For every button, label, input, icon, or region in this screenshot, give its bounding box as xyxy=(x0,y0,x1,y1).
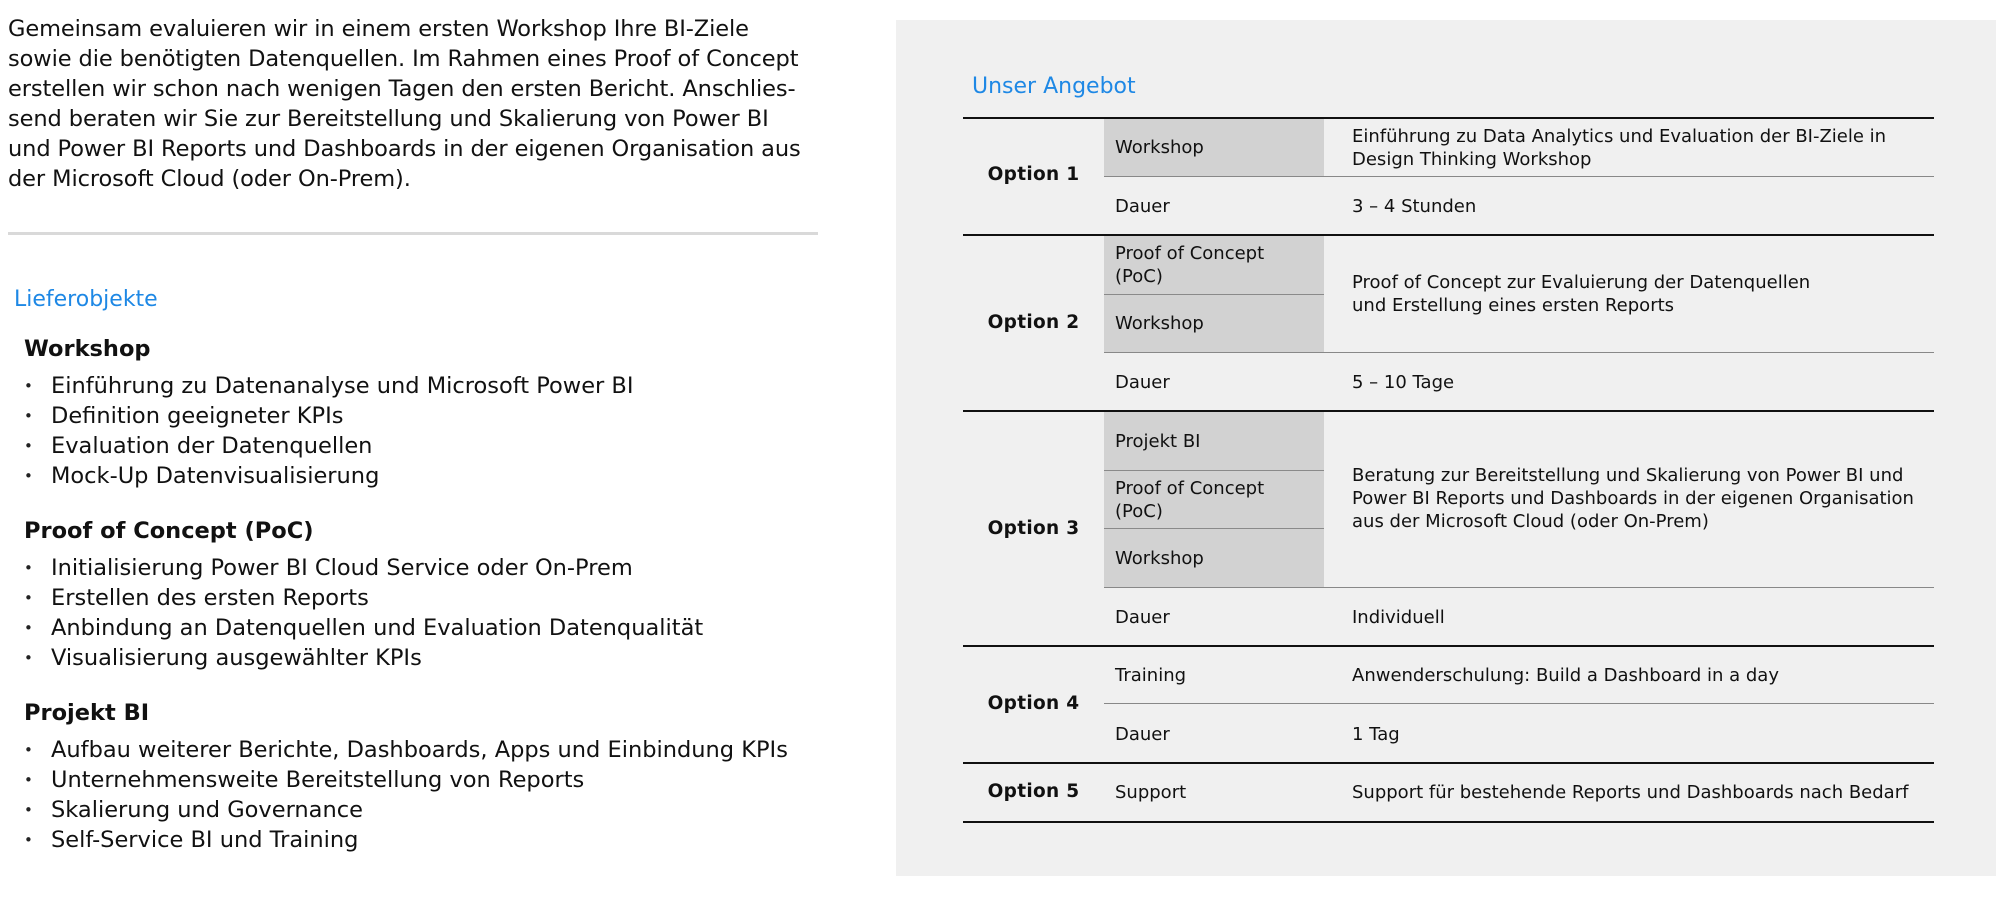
type-workshop: Workshop xyxy=(1115,313,1204,334)
intro-line: send beraten wir Sie zur Bereitstellung und Skalierung von Power BI xyxy=(8,106,769,132)
option-1-label: Option 1 xyxy=(987,164,1080,185)
dauer-value: 1 Tag xyxy=(1352,724,1400,745)
intro-line: erstellen wir schon nach wenigen Tagen den ersten Bericht. Anschlies- xyxy=(8,76,796,102)
dauer-value: Individuell xyxy=(1352,607,1445,628)
type-line: (PoC) xyxy=(1115,266,1163,287)
section-poc xyxy=(24,515,824,673)
list-item: • Self-Service BI und Training xyxy=(24,825,824,855)
list-item: • Skalierung und Governance xyxy=(24,795,824,825)
type-divider xyxy=(1104,528,1324,529)
dauer-value: 5 – 10 Tage xyxy=(1352,372,1455,393)
section-workshop xyxy=(24,333,824,491)
section-title: Proof of Concept (PoC) xyxy=(24,518,314,544)
dauer-label: Dauer xyxy=(1115,196,1170,217)
type-poc xyxy=(1115,242,1320,288)
type-support: Support xyxy=(1115,782,1187,803)
list-item: • Erstellen des ersten Reports xyxy=(24,583,824,613)
dauer-value: 3 – 4 Stunden xyxy=(1352,196,1477,217)
divider xyxy=(8,232,818,235)
dauer-label: Dauer xyxy=(1115,607,1170,628)
lieferobjekte-list xyxy=(24,333,824,855)
option-2-label: Option 2 xyxy=(987,312,1080,333)
section-title: Projekt BI xyxy=(24,700,150,726)
lieferobjekte-heading: Lieferobjekte xyxy=(14,287,158,312)
desc-line: Power BI Reports und Dashboards in der eigenen Organisation xyxy=(1352,488,1914,509)
desc-line: aus der Microsoft Cloud (oder On-Prem) xyxy=(1352,511,1709,532)
list-item: • Einführung zu Datenanalyse und Microsoft Power BI xyxy=(24,371,824,401)
section-projekt-bi xyxy=(24,697,824,855)
support-description: Support für bestehende Reports und Dashboards nach Bedarf xyxy=(1352,782,1909,803)
intro-section xyxy=(8,0,818,194)
option-4-label: Option 4 xyxy=(987,693,1080,714)
dauer-label: Dauer xyxy=(1115,724,1170,745)
intro-line: der Microsoft Cloud (oder On-Prem). xyxy=(8,166,411,192)
type-training: Training xyxy=(1115,665,1187,686)
desc-line: Beratung zur Bereitstellung und Skalierung von Power BI und xyxy=(1352,465,1904,486)
intro-line: sowie die benötigten Datenquellen. Im Rahmen eines Proof of Concept xyxy=(8,46,799,72)
type-divider xyxy=(1104,470,1324,471)
type-poc xyxy=(1115,477,1320,523)
list-item: • Mock-Up Datenvisualisierung xyxy=(24,461,824,491)
type-workshop: Workshop xyxy=(1115,548,1204,569)
row-divider xyxy=(1104,352,1934,353)
intro-line: Gemeinsam evaluieren wir in einem ersten Workshop Ihre BI-Ziele xyxy=(8,16,749,42)
row-divider xyxy=(1104,176,1934,177)
type-line: Proof of Concept xyxy=(1115,478,1265,499)
type-line: Proof of Concept xyxy=(1115,243,1265,264)
list-item: • Anbindung an Datenquellen und Evaluation Datenqualität xyxy=(24,613,824,643)
section-title: Workshop xyxy=(24,336,151,362)
dauer-label: Dauer xyxy=(1115,372,1170,393)
list-item: • Aufbau weiterer Berichte, Dashboards, Apps und Einbindung KPIs xyxy=(24,735,824,765)
option-2-description xyxy=(1352,271,1932,317)
intro-line: und Power BI Reports und Dashboards in der eigenen Organisation aus xyxy=(8,136,801,162)
list-item: • Evaluation der Datenquellen xyxy=(24,431,824,461)
table-rule xyxy=(963,762,1934,764)
type-workshop: Workshop xyxy=(1115,137,1204,158)
type-divider xyxy=(1104,294,1324,295)
option-3-description xyxy=(1352,464,1932,533)
table-rule xyxy=(963,645,1934,647)
option-1-description xyxy=(1352,125,1932,171)
type-projekt-bi: Projekt BI xyxy=(1115,431,1201,452)
desc-line: Proof of Concept zur Evaluierung der Datenquellen xyxy=(1352,272,1811,293)
table-rule xyxy=(963,821,1934,823)
desc-line: Design Thinking Workshop xyxy=(1352,149,1592,170)
desc-line: Einführung zu Data Analytics und Evaluation der BI-Ziele in xyxy=(1352,126,1887,147)
angebot-heading: Unser Angebot xyxy=(972,74,1136,99)
list-item: • Initialisierung Power BI Cloud Service oder On-Prem xyxy=(24,553,824,583)
row-divider xyxy=(1104,703,1934,704)
option-5-label: Option 5 xyxy=(987,781,1080,802)
row-divider xyxy=(1104,587,1934,588)
type-line: (PoC) xyxy=(1115,501,1163,522)
list-item: • Definition geeigneter KPIs xyxy=(24,401,824,431)
desc-line: und Erstellung eines ersten Reports xyxy=(1352,295,1675,316)
list-item: • Visualisierung ausgewählter KPIs xyxy=(24,643,824,673)
training-description: Anwenderschulung: Build a Dashboard in a day xyxy=(1352,665,1779,686)
intro-paragraph xyxy=(8,14,818,194)
option-3-label: Option 3 xyxy=(987,518,1080,539)
list-item: • Unternehmensweite Bereitstellung von Reports xyxy=(24,765,824,795)
